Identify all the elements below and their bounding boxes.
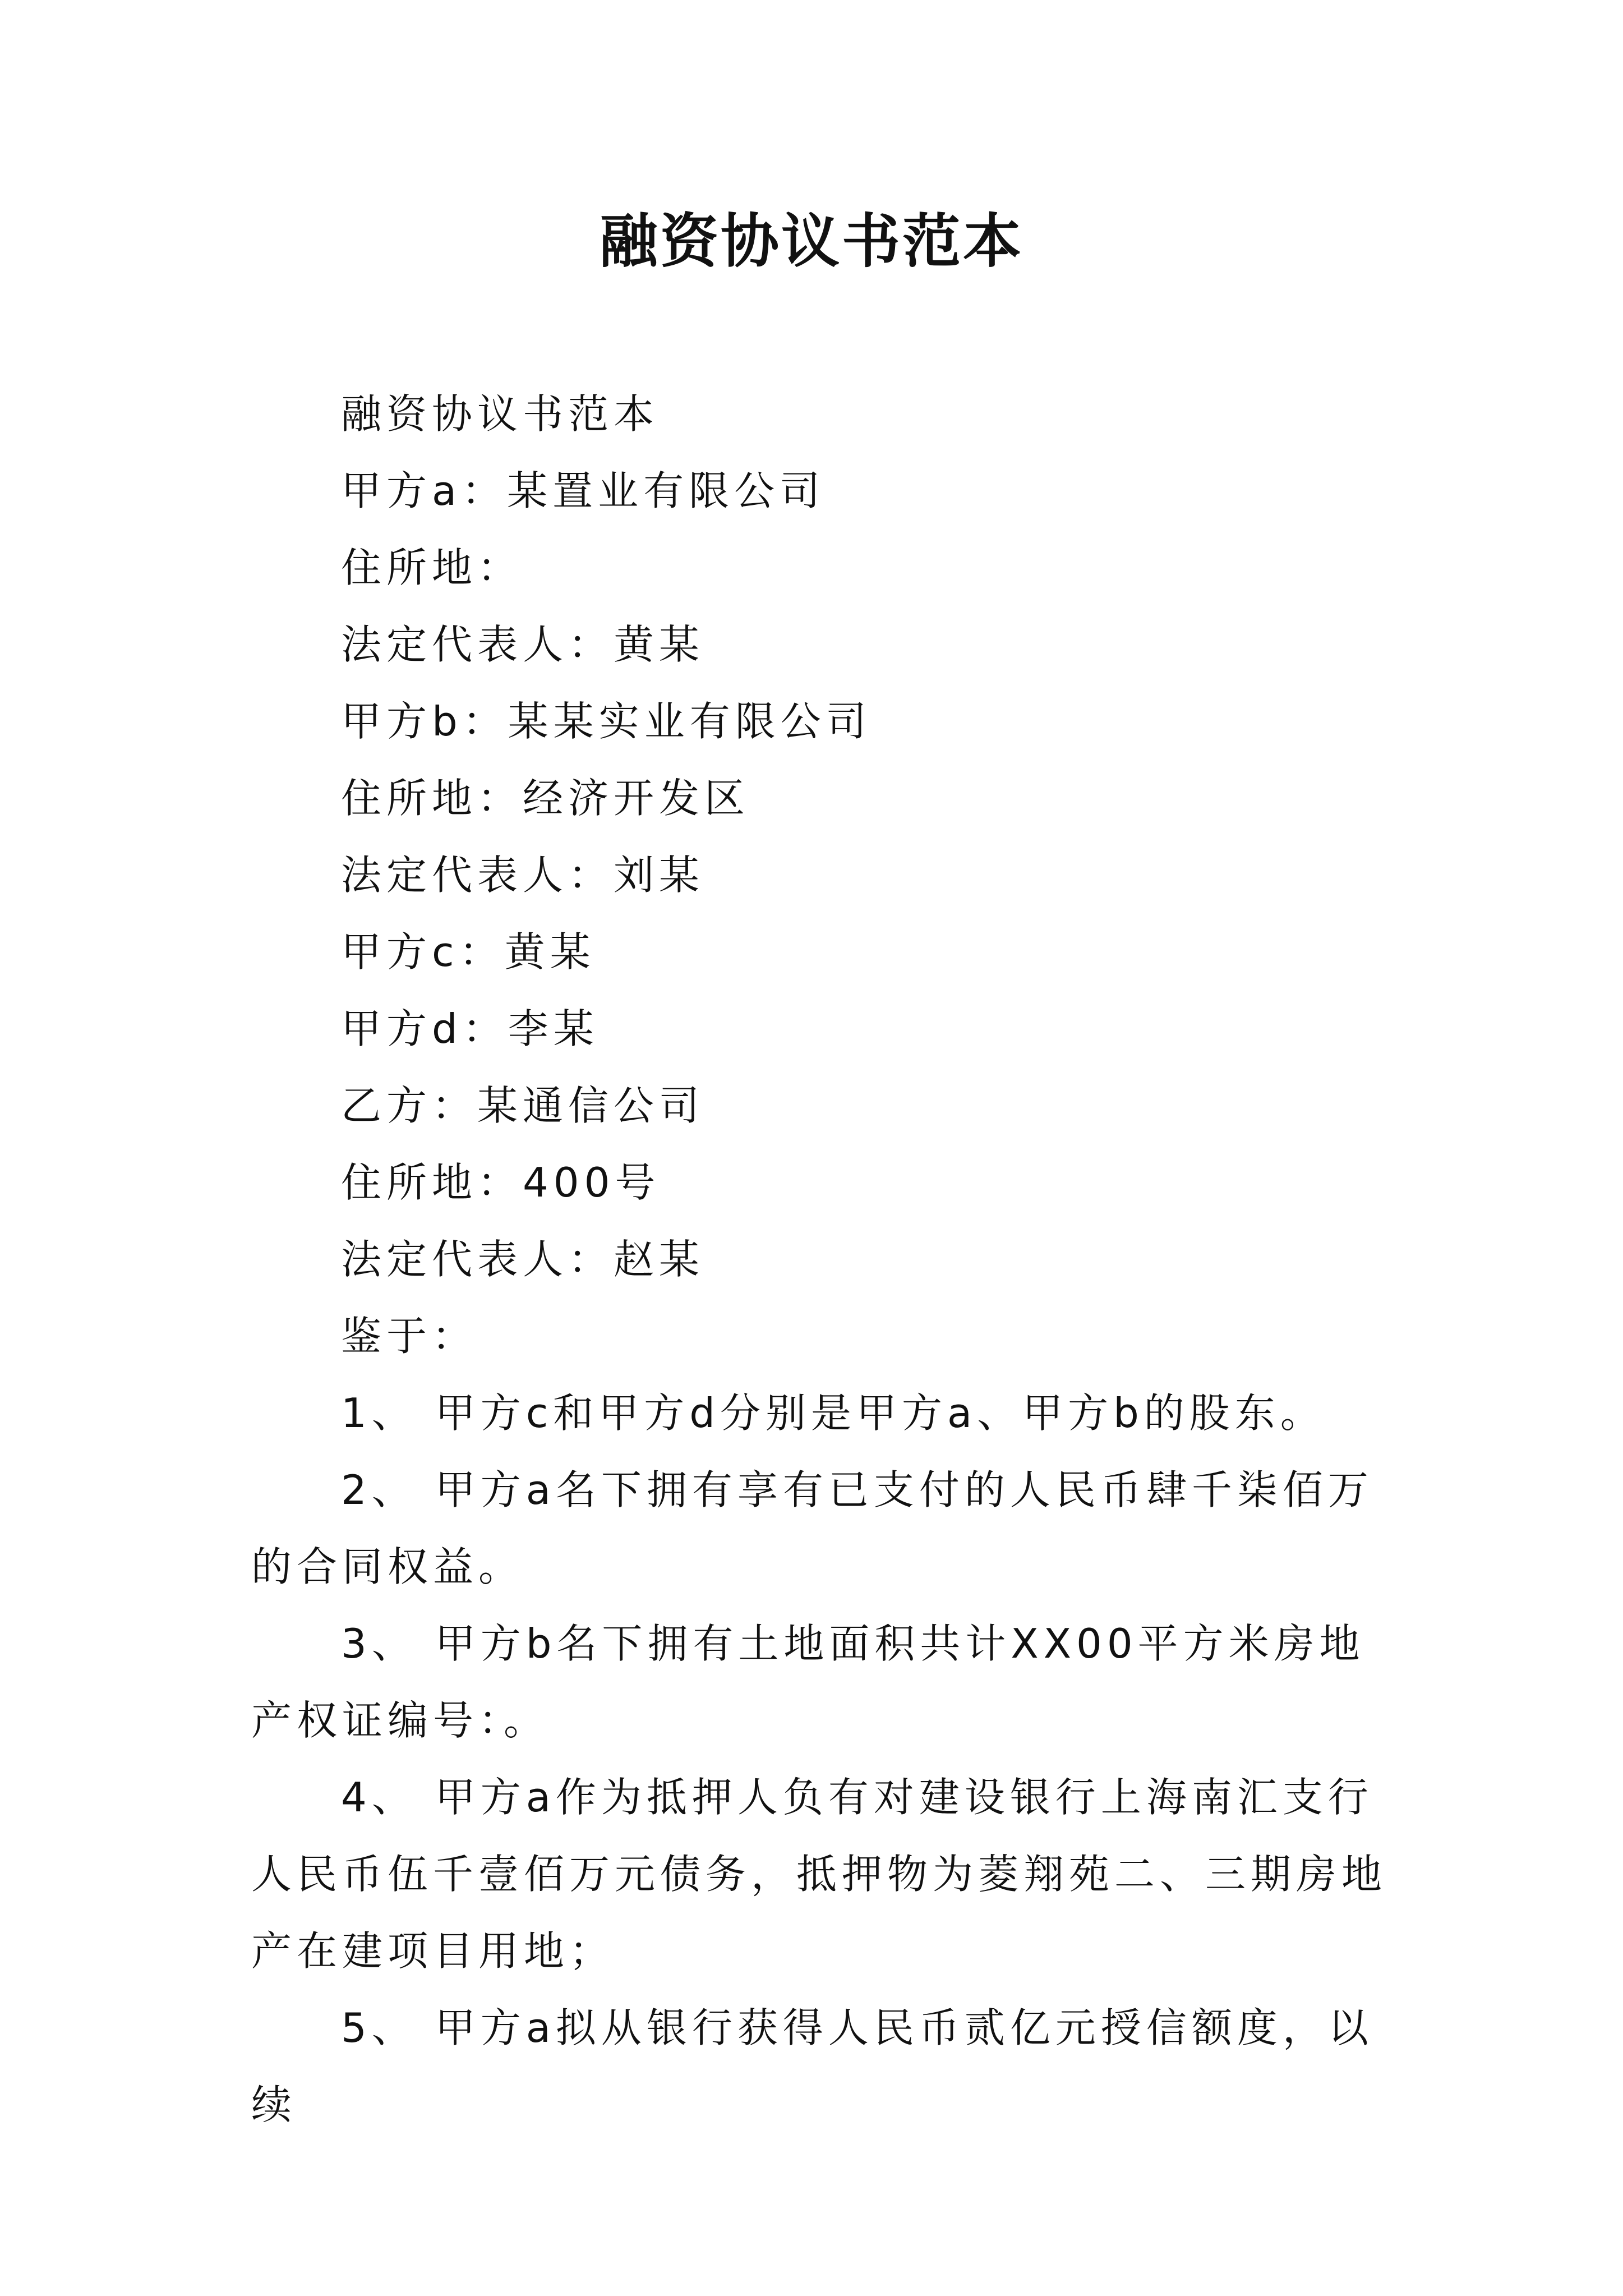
paragraph-clause-2: 2、 甲方a名下拥有享有已支付的人民币肆千柒佰万的合同权益。 <box>251 1466 1373 1590</box>
paragraph-whereas: 鉴于： <box>341 1313 478 1360</box>
paragraph-party-a-b-address: 住所地：经济开发区 <box>341 775 750 822</box>
document-title: 融资协议书范本 <box>599 206 1023 275</box>
paragraph-party-b: 乙方：某通信公司 <box>341 1082 705 1129</box>
paragraph-party-b-representative: 法定代表人：赵某 <box>341 1236 705 1283</box>
paragraph-clause-1: 1、 甲方c和甲方d分别是甲方a、甲方b的股东。 <box>341 1389 1326 1437</box>
paragraph-party-a-d: 甲方d：李某 <box>341 1005 599 1052</box>
paragraph-clause-4: 4、 甲方a作为抵押人负有对建设银行上海南汇支行人民币伍千壹佰万元债务，抵押物为菱翔苑二、三期房地产在建项目用地； <box>251 1774 1387 1975</box>
paragraph-party-a-a-representative: 法定代表人：黄某 <box>341 621 705 668</box>
paragraph-party-a-a: 甲方a：某置业有限公司 <box>341 467 826 514</box>
paragraph-party-b-address: 住所地：400号 <box>341 1159 661 1206</box>
paragraph-party-a-b: 甲方b：某某实业有限公司 <box>341 698 872 745</box>
paragraph-clause-3: 3、 甲方b名下拥有土地面积共计XX00平方米房地产权证编号：。 <box>251 1620 1365 1744</box>
paragraph-heading: 融资协议书范本 <box>341 390 660 438</box>
paragraph-party-a-a-address: 住所地： <box>341 544 523 591</box>
document-body <box>251 376 1395 2143</box>
paragraph-clause-5: 5、 甲方a拟从银行获得人民币贰亿元授信额度，以续 <box>251 2004 1373 2128</box>
paragraph-party-a-b-representative: 法定代表人：刘某 <box>341 852 705 899</box>
paragraph-party-a-c: 甲方c：黄某 <box>341 928 596 976</box>
